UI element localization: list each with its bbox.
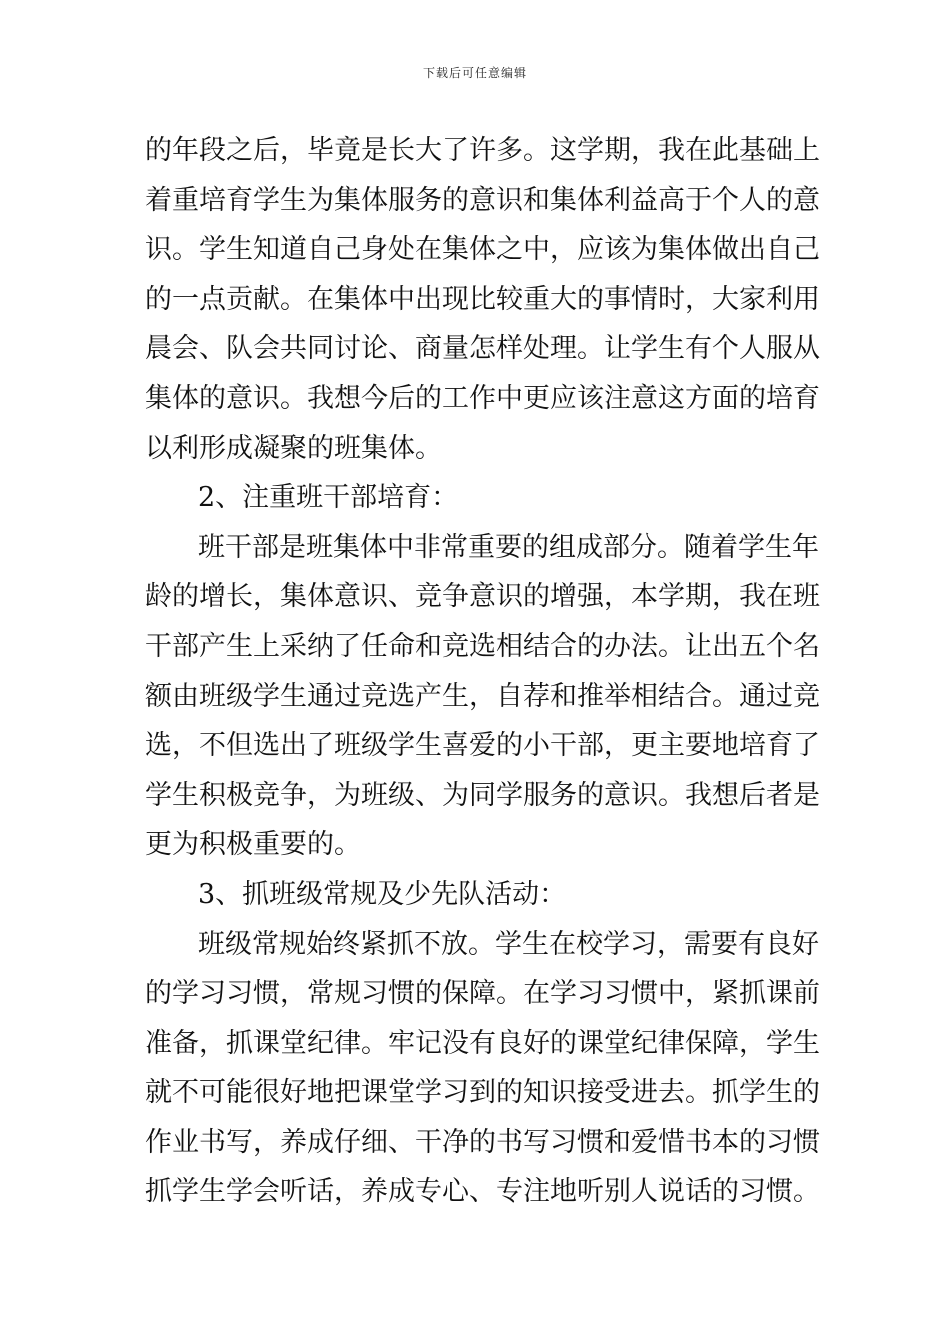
text-line: 以利形成凝聚的班集体。 bbox=[145, 432, 442, 464]
text-line: 准备，抓课堂纪律。牢记没有良好的课堂纪律保障，学生 bbox=[145, 1027, 820, 1059]
document-body bbox=[145, 126, 820, 1217]
text-line: 额由班级学生通过竞选产生，自荐和推举相结合。通过竞 bbox=[145, 680, 820, 712]
text-line: 干部产生上采纳了任命和竞选相结合的办法。让出五个名 bbox=[145, 630, 820, 662]
text-line: 学生积极竞争，为班级、为同学服务的意识。我想后者是 bbox=[145, 779, 820, 811]
text-line: 的学习习惯，常规习惯的保障。在学习习惯中，紧抓课前 bbox=[145, 978, 820, 1010]
page-header-note: 下载后可任意编辑 bbox=[422, 66, 527, 80]
text-line: 识。学生知道自己身处在集体之中，应该为集体做出自己 bbox=[145, 234, 820, 266]
text-line: 选，不但选出了班级学生喜爱的小干部，更主要地培育了 bbox=[145, 730, 820, 762]
text-line: 晨会、队会共同讨论、商量怎样处理。让学生有个人服从 bbox=[145, 333, 820, 365]
text-line: 抓学生学会听话，养成专心、专注地听别人说话的习惯。 bbox=[145, 1176, 820, 1208]
text-line: 就不可能很好地把课堂学习到的知识接受进去。抓学生的 bbox=[145, 1077, 820, 1109]
section-heading: 2、注重班干部培育： bbox=[198, 482, 459, 514]
text-line: 更为积极重要的。 bbox=[145, 829, 361, 861]
section-heading: 3、抓班级常规及少先队活动： bbox=[198, 878, 567, 910]
text-line: 班级常规始终紧抓不放。学生在校学习，需要有良好 bbox=[198, 928, 819, 960]
text-line: 的一点贡献。在集体中出现比较重大的事情时，大家利用 bbox=[145, 283, 820, 315]
text-line: 作业书写，养成仔细、干净的书写习惯和爱惜书本的习惯 bbox=[145, 1126, 820, 1158]
text-line: 集体的意识。我想今后的工作中更应该注意这方面的培育 bbox=[145, 382, 820, 414]
text-line: 着重培育学生为集体服务的意识和集体利益高于个人的意 bbox=[145, 184, 820, 216]
text-line: 班干部是班集体中非常重要的组成部分。随着学生年 bbox=[198, 531, 819, 563]
text-line: 龄的增长，集体意识、竞争意识的增强，本学期，我在班 bbox=[145, 581, 820, 613]
text-line: 的年段之后，毕竟是长大了许多。这学期，我在此基础上 bbox=[145, 135, 820, 166]
